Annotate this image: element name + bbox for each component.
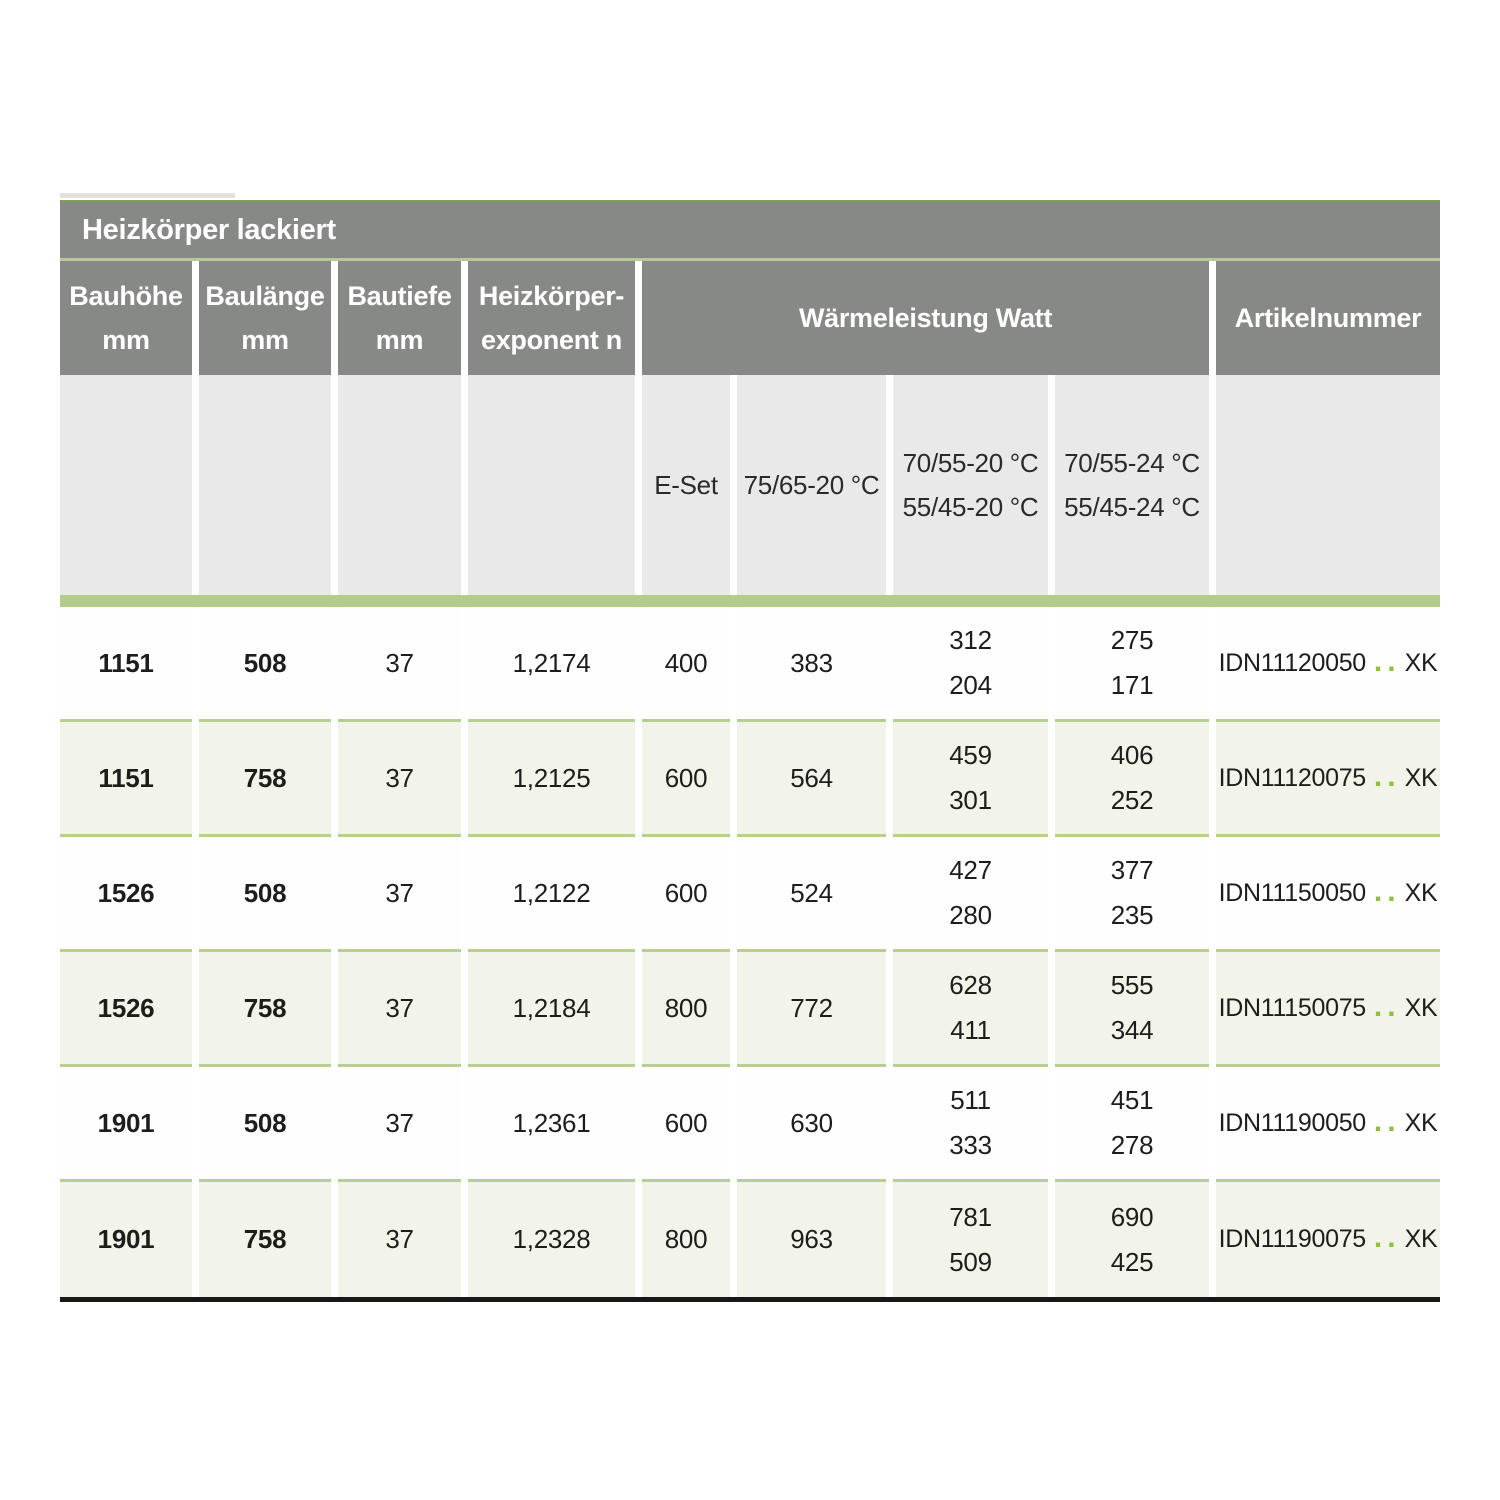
cell-eset — [642, 722, 730, 837]
column-header-row — [60, 261, 1440, 375]
header-label: exponent n — [480, 325, 622, 355]
cell-watt-7565 — [737, 952, 886, 1067]
value-watt-5545-20: 280 — [949, 900, 992, 930]
header-bauhoehe — [60, 261, 192, 375]
value-watt-5545-20: 411 — [950, 1015, 991, 1045]
cell-exponent — [468, 1182, 635, 1297]
subheader-empty — [199, 375, 331, 595]
value-bauhoehe: 1526 — [97, 992, 155, 1023]
subheader-label: 55/45-20 °C — [902, 492, 1039, 522]
cell-watt-7055-20 — [893, 607, 1048, 722]
cell-bautiefe — [338, 837, 461, 952]
cell-watt-7055-20 — [893, 952, 1048, 1067]
value-watt-7565: 564 — [790, 762, 833, 793]
cell-bautiefe — [338, 1182, 461, 1297]
value-baulaenge: 508 — [243, 647, 287, 678]
cropped-row-remnant — [60, 193, 235, 198]
cell-watt-7565 — [737, 1067, 886, 1182]
value-artikel-suffix: XK — [1404, 648, 1438, 677]
value-bauhoehe: 1526 — [97, 877, 155, 908]
cell-bauhoehe — [60, 1182, 192, 1297]
value-watt-7055-20: 511 — [950, 1085, 991, 1115]
cell-baulaenge — [199, 1182, 331, 1297]
value-watt-5545-24: 171 — [1110, 670, 1154, 700]
value-eset: 800 — [664, 992, 708, 1023]
value-watt-5545-20: 301 — [949, 785, 992, 815]
radiator-spec-table — [60, 200, 1440, 1302]
wildcard-dots: .. — [1373, 759, 1401, 793]
subheader-7055-24 — [1055, 375, 1209, 595]
header-label: Wärmeleistung Watt — [798, 303, 1053, 333]
header-body-separator — [60, 595, 1440, 607]
subheader-empty — [60, 375, 192, 595]
value-artikel-suffix: XK — [1404, 1108, 1438, 1137]
cell-eset — [642, 607, 730, 722]
cell-artikelnummer — [1216, 1067, 1440, 1182]
wildcard-dots: .. — [1373, 644, 1401, 678]
value-eset: 600 — [664, 877, 708, 908]
value-bautiefe: 37 — [385, 762, 414, 793]
wildcard-dots: .. — [1373, 989, 1401, 1023]
cell-watt-7055-20 — [893, 1067, 1048, 1182]
value-bautiefe: 37 — [385, 647, 414, 678]
value-watt-7055-24: 406 — [1110, 740, 1154, 770]
cell-watt-7565 — [737, 722, 886, 837]
value-watt-5545-24: 344 — [1110, 1015, 1154, 1045]
value-baulaenge: 508 — [243, 1107, 287, 1138]
value-exponent: 1,2184 — [512, 992, 591, 1023]
cell-bauhoehe — [60, 837, 192, 952]
value-eset: 800 — [664, 1224, 708, 1254]
wildcard-dots: .. — [1373, 1104, 1401, 1138]
header-exponent — [468, 261, 635, 375]
cell-exponent — [468, 722, 635, 837]
value-artikelnummer: IDN11150075 — [1218, 993, 1366, 1022]
value-artikelnummer: IDN11190050 — [1218, 1108, 1366, 1137]
cell-artikelnummer — [1216, 1182, 1440, 1297]
value-eset: 600 — [664, 762, 708, 793]
table-row — [60, 952, 1440, 1067]
subheader-7565 — [737, 375, 886, 595]
table-row — [60, 1182, 1440, 1297]
value-watt-7565: 524 — [790, 877, 833, 908]
value-artikel-suffix: XK — [1404, 1225, 1438, 1253]
cell-bauhoehe — [60, 1067, 192, 1182]
table-row — [60, 722, 1440, 837]
table-body — [60, 607, 1440, 1297]
value-baulaenge: 758 — [243, 992, 287, 1023]
header-label: Bauhöhe — [69, 281, 183, 311]
value-watt-7565: 630 — [790, 1107, 833, 1138]
cell-watt-7055-20 — [893, 722, 1048, 837]
cell-bauhoehe — [60, 607, 192, 722]
subheader-label: 55/45-24 °C — [1064, 492, 1200, 522]
header-artikelnummer — [1216, 261, 1440, 375]
value-watt-5545-20: 333 — [949, 1130, 992, 1160]
sub-header-row — [60, 375, 1440, 595]
header-label: Artikelnummer — [1234, 303, 1422, 333]
cell-baulaenge — [199, 722, 331, 837]
cell-artikelnummer — [1216, 837, 1440, 952]
table-row — [60, 1067, 1440, 1182]
cell-bauhoehe — [60, 952, 192, 1067]
value-watt-7055-24: 451 — [1110, 1085, 1154, 1115]
value-watt-5545-20: 204 — [949, 670, 992, 700]
cell-baulaenge — [199, 607, 331, 722]
header-unit: mm — [241, 325, 289, 355]
cell-watt-7055-24 — [1055, 837, 1209, 952]
value-bautiefe: 37 — [385, 1107, 414, 1138]
subheader-empty — [1216, 375, 1440, 595]
value-baulaenge: 758 — [243, 762, 287, 793]
value-baulaenge: 508 — [243, 877, 287, 908]
table-title-bar — [60, 202, 1440, 258]
cell-watt-7055-24 — [1055, 1067, 1209, 1182]
subheader-7055-20 — [893, 375, 1048, 595]
cell-exponent — [468, 837, 635, 952]
header-unit: mm — [375, 325, 424, 355]
value-watt-7055-24: 275 — [1110, 625, 1154, 655]
value-artikelnummer: IDN11190075 — [1218, 1225, 1366, 1253]
value-artikel-suffix: XK — [1404, 878, 1438, 907]
cell-bautiefe — [338, 1067, 461, 1182]
value-artikelnummer: IDN11120075 — [1218, 763, 1366, 792]
value-watt-7055-20: 312 — [949, 625, 992, 655]
cell-bautiefe — [338, 952, 461, 1067]
wildcard-dots: .. — [1373, 1221, 1401, 1254]
value-exponent: 1,2328 — [512, 1224, 591, 1254]
cell-watt-7055-24 — [1055, 607, 1209, 722]
value-artikelnummer: IDN11150050 — [1218, 878, 1366, 907]
cell-baulaenge — [199, 952, 331, 1067]
header-unit: mm — [102, 325, 150, 355]
cell-watt-7565 — [737, 607, 886, 722]
header-bautiefe — [338, 261, 461, 375]
cell-exponent — [468, 952, 635, 1067]
value-bautiefe: 37 — [385, 992, 414, 1023]
value-exponent: 1,2122 — [512, 877, 591, 908]
value-baulaenge: 758 — [243, 1224, 287, 1254]
value-bauhoehe: 1151 — [98, 647, 154, 678]
subheader-label: 75/65-20 °C — [743, 470, 880, 500]
value-watt-7565: 383 — [790, 647, 833, 678]
cell-artikelnummer — [1216, 607, 1440, 722]
cell-exponent — [468, 607, 635, 722]
value-watt-7565: 772 — [790, 992, 833, 1023]
value-watt-7055-24: 555 — [1110, 970, 1154, 1000]
cell-exponent — [468, 1067, 635, 1182]
value-watt-5545-24: 425 — [1110, 1246, 1154, 1277]
value-exponent: 1,2361 — [512, 1107, 591, 1138]
value-watt-7055-20: 628 — [949, 970, 992, 1000]
subheader-empty — [468, 375, 635, 595]
value-watt-7055-20: 427 — [949, 855, 992, 885]
cell-bautiefe — [338, 607, 461, 722]
subheader-label: 70/55-24 °C — [1064, 448, 1200, 478]
subheader-label: E-Set — [654, 470, 718, 500]
value-bauhoehe: 1901 — [97, 1224, 155, 1254]
subheader-label: 70/55-20 °C — [902, 448, 1039, 478]
value-watt-7565: 963 — [790, 1224, 833, 1254]
value-bauhoehe: 1901 — [97, 1107, 155, 1138]
value-bauhoehe: 1151 — [98, 762, 154, 793]
cell-artikelnummer — [1216, 722, 1440, 837]
value-watt-7055-20: 459 — [949, 740, 992, 770]
cell-eset — [642, 1182, 730, 1297]
header-baulaenge — [199, 261, 331, 375]
value-watt-7055-24: 377 — [1110, 855, 1154, 885]
value-eset: 400 — [664, 647, 708, 678]
header-label: Heizkörper- — [478, 281, 625, 311]
value-artikelnummer: IDN11120050 — [1218, 648, 1366, 677]
cell-watt-7055-20 — [893, 837, 1048, 952]
cell-watt-7055-24 — [1055, 722, 1209, 837]
wildcard-dots: .. — [1373, 874, 1401, 908]
cell-bautiefe — [338, 722, 461, 837]
subheader-empty — [338, 375, 461, 595]
value-watt-5545-24: 252 — [1110, 785, 1154, 815]
table-title: Heizkörper lackiert — [82, 213, 336, 246]
header-label: Bautiefe — [347, 281, 452, 311]
cell-watt-7565 — [737, 1182, 886, 1297]
subheader-eset — [642, 375, 730, 595]
cell-artikelnummer — [1216, 952, 1440, 1067]
header-waermeleistung-group — [642, 261, 1209, 375]
cell-eset — [642, 837, 730, 952]
cell-eset — [642, 952, 730, 1067]
cell-baulaenge — [199, 1067, 331, 1182]
value-watt-7055-20: 781 — [949, 1201, 992, 1232]
value-bautiefe: 37 — [385, 1224, 414, 1254]
value-artikel-suffix: XK — [1404, 993, 1438, 1022]
value-exponent: 1,2174 — [512, 647, 591, 678]
cell-watt-7055-24 — [1055, 1182, 1209, 1297]
table-row — [60, 837, 1440, 952]
cell-baulaenge — [199, 837, 331, 952]
cell-eset — [642, 1067, 730, 1182]
table-bottom-border — [60, 1297, 1440, 1302]
value-watt-7055-24: 690 — [1110, 1201, 1154, 1232]
cell-watt-7055-20 — [893, 1182, 1048, 1297]
value-watt-5545-24: 235 — [1110, 900, 1154, 930]
value-watt-5545-20: 509 — [949, 1246, 992, 1277]
cell-watt-7055-24 — [1055, 952, 1209, 1067]
value-eset: 600 — [664, 1107, 708, 1138]
cell-watt-7565 — [737, 837, 886, 952]
value-watt-5545-24: 278 — [1110, 1130, 1154, 1160]
table-row — [60, 607, 1440, 722]
value-exponent: 1,2125 — [512, 762, 591, 793]
value-bautiefe: 37 — [385, 877, 414, 908]
value-artikel-suffix: XK — [1404, 763, 1438, 792]
cell-bauhoehe — [60, 722, 192, 837]
header-label: Baulänge — [205, 281, 325, 311]
